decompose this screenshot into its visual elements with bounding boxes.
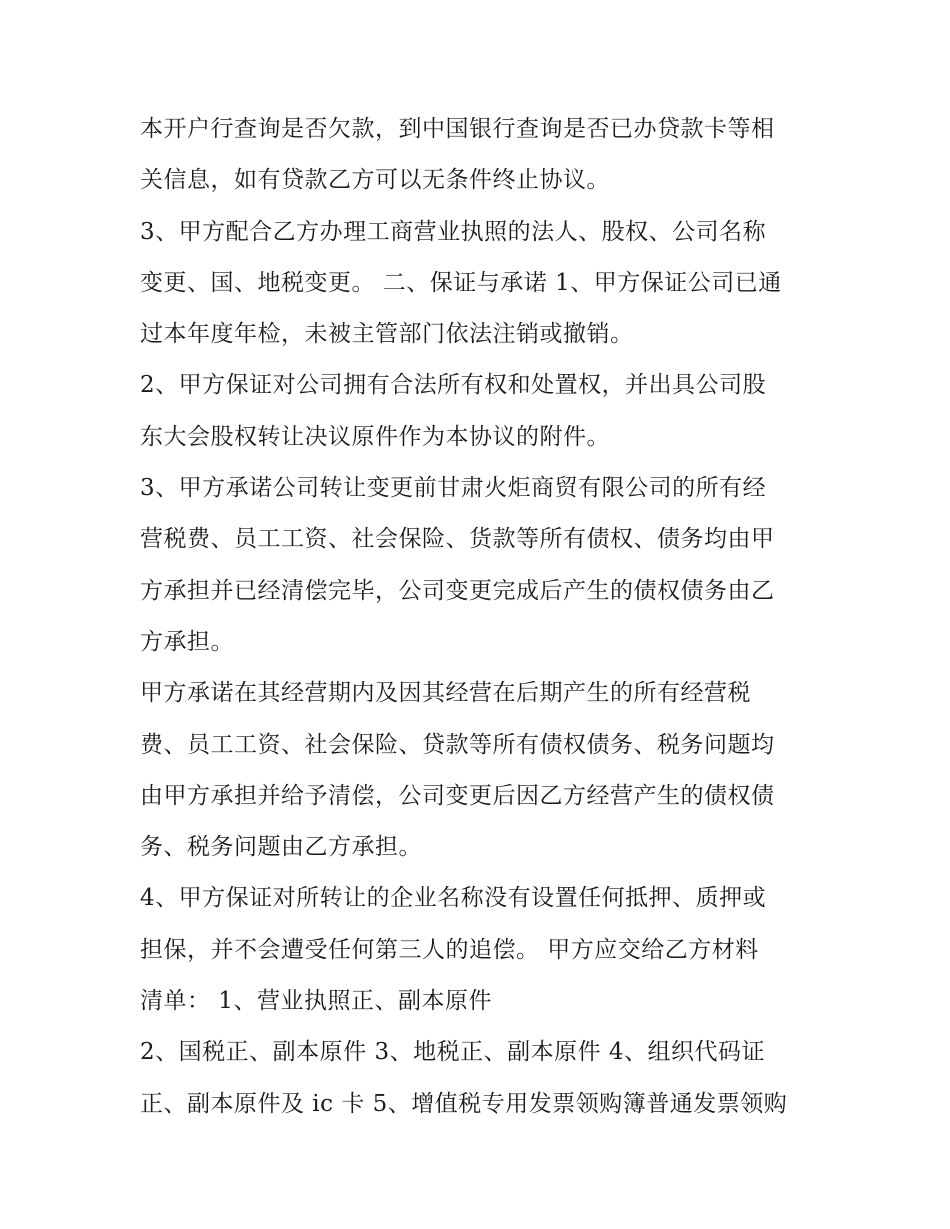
text-line: 担保，并不会遭受任何第三人的追偿。 甲方应交给乙方材料 bbox=[140, 936, 759, 963]
document-body-text bbox=[140, 104, 820, 1130]
text-line: 费、员工工资、社会保险、贷款等所有债权债务、税务问题均 bbox=[140, 731, 775, 758]
text-line: 由甲方承担并给予清偿，公司变更后因乙方经营产生的债权债 bbox=[140, 782, 775, 809]
text-line: 方承担并已经清偿完毕，公司变更完成后产生的债权债务由乙 bbox=[140, 577, 775, 604]
text-line: 2、国税正、副本原件 3、地税正、副本原件 4、组织代码证 bbox=[140, 1039, 766, 1066]
text-line: 方承担。 bbox=[140, 628, 234, 655]
text-line: 正、副本原件及 ic 卡 5、增值税专用发票领购簿普通发票领购 bbox=[140, 1090, 788, 1117]
text-line: 3、甲方配合乙方办理工商营业执照的法人、股权、公司名称 bbox=[140, 218, 767, 245]
text-line: 关信息，如有贷款乙方可以无条件终止协议。 bbox=[140, 167, 610, 194]
text-line: 4、甲方保证对所转让的企业名称没有设置任何抵押、质押或 bbox=[140, 885, 767, 912]
text-line: 2、甲方保证对公司拥有合法所有权和处置权，并出具公司股 bbox=[140, 372, 767, 399]
text-line: 清单： 1、营业执照正、副本原件 bbox=[140, 988, 492, 1015]
text-line: 过本年度年检，未被主管部门依法注销或撤销。 bbox=[140, 321, 634, 348]
text-line: 本开户行查询是否欠款，到中国银行查询是否已办贷款卡等相 bbox=[140, 116, 775, 142]
text-line: 务、税务问题由乙方承担。 bbox=[140, 834, 422, 861]
text-line: 3、甲方承诺公司转让变更前甘肃火炬商贸有限公司的所有经 bbox=[140, 475, 767, 502]
text-line: 甲方承诺在其经营期内及因其经营在后期产生的所有经营税 bbox=[140, 680, 751, 707]
text-line: 变更、国、地税变更。 二、保证与承诺 1、甲方保证公司已通 bbox=[140, 269, 782, 296]
text-line: 东大会股权转让决议原件作为本协议的附件。 bbox=[140, 423, 610, 450]
text-line: 营税费、员工工资、社会保险、货款等所有债权、债务均由甲 bbox=[140, 526, 775, 553]
